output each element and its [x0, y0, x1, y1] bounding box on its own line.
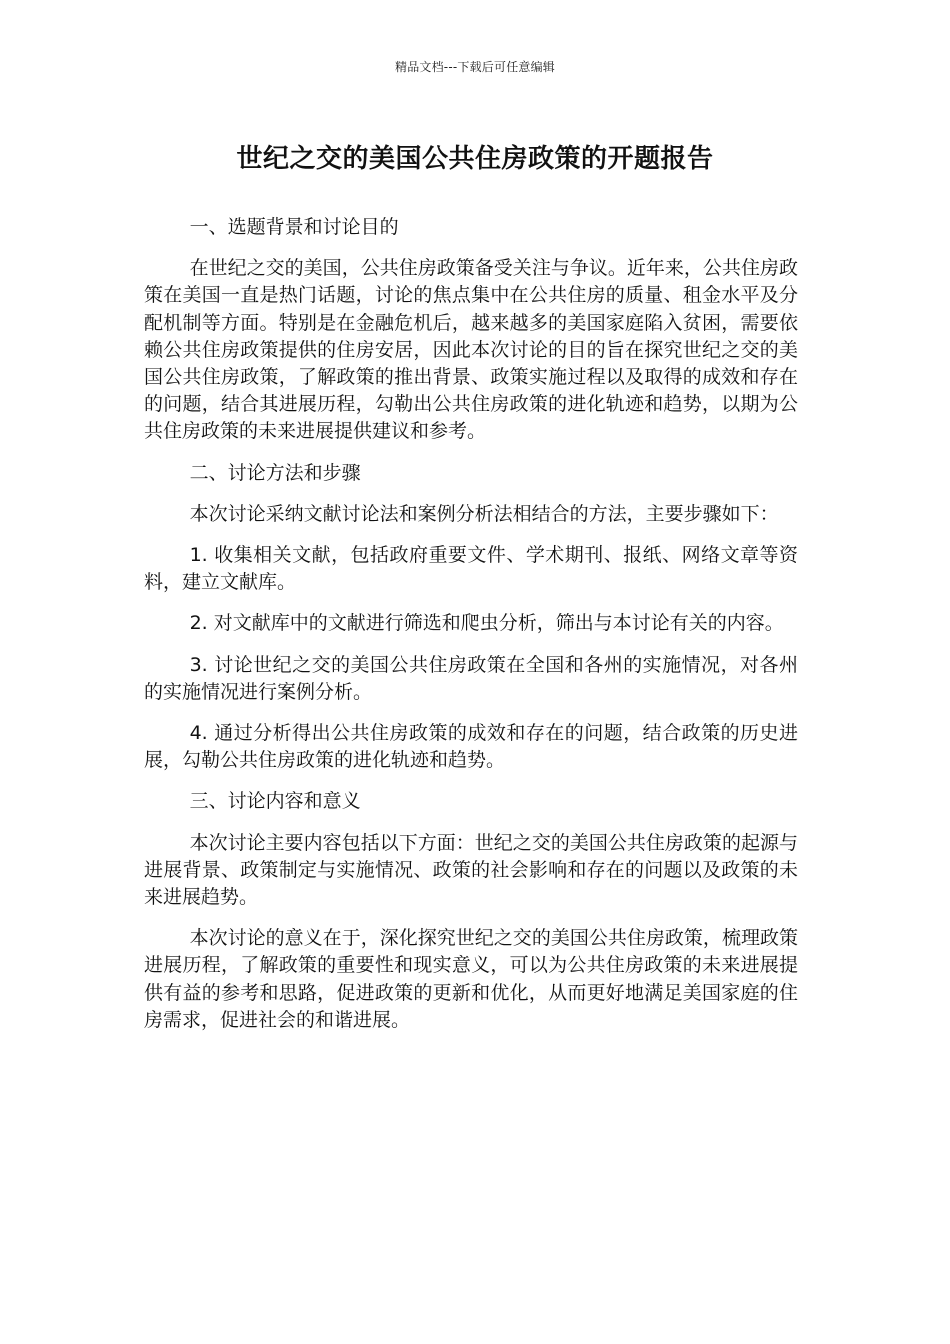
paragraph-background: 在世纪之交的美国，公共住房政策备受关注与争议。近年来，公共住房政策在美国一直是热门话题，讨论的焦点集中在公共住房的质量、租金水平及分配机制等方面。特别是在金融危机后，越来越多的美国家庭陷入贫困，需要依赖公共住房政策提供的住房安居，因此本次讨论的目的旨在探究世纪之交的美国公共住房政策，了解政策的推出背景、政策实施过程以及取得的成效和存在的问题，结合其进展历程，勾勒出公共住房政策的进化轨迹和趋势，以期为公共住房政策的未来进展提供建议和参考。: [144, 257, 798, 443]
list-item-step-3: 3. 讨论世纪之交的美国公共住房政策在全国和各州的实施情况，对各州的实施情况进行案例分析。: [144, 653, 798, 703]
paragraph-significance: 本次讨论的意义在于，深化探究世纪之交的美国公共住房政策，梳理政策进展历程，了解政策的重要性和现实意义，可以为公共住房政策的未来进展提供有益的参考和思路，促进政策的更新和优化，从而更好地满足美国家庭的住房需求，促进社会的和谐进展。: [144, 927, 798, 1031]
paragraph-method-intro: 本次讨论采纳文献讨论法和案例分析法相结合的方法，主要步骤如下：: [189, 502, 779, 525]
header-note: 精品文档---下载后可任意编辑: [395, 60, 555, 74]
list-item-step-1: 1. 收集相关文献，包括政府重要文件、学术期刊、报纸、网络文章等资料，建立文献库。: [144, 544, 798, 594]
section-heading-3: 三、讨论内容和意义: [189, 790, 361, 813]
section-heading-1: 一、选题背景和讨论目的: [189, 216, 399, 238]
paragraph-content: 本次讨论主要内容包括以下方面：世纪之交的美国公共住房政策的起源与进展背景、政策制定与实施情况、政策的社会影响和存在的问题以及政策的未来进展趋势。: [144, 831, 798, 909]
list-item-step-2: 2. 对文献库中的文献进行筛选和爬虫分析，筛出与本讨论有关的内容。: [189, 612, 784, 635]
document-body: [144, 214, 798, 1048]
document-title: 世纪之交的美国公共住房政策的开题报告: [236, 144, 714, 174]
section-heading-2: 二、讨论方法和步骤: [189, 461, 361, 484]
list-item-step-4: 4. 通过分析得出公共住房政策的成效和存在的问题，结合政策的历史进展，勾勒公共住房政策的进化轨迹和趋势。: [144, 722, 798, 772]
